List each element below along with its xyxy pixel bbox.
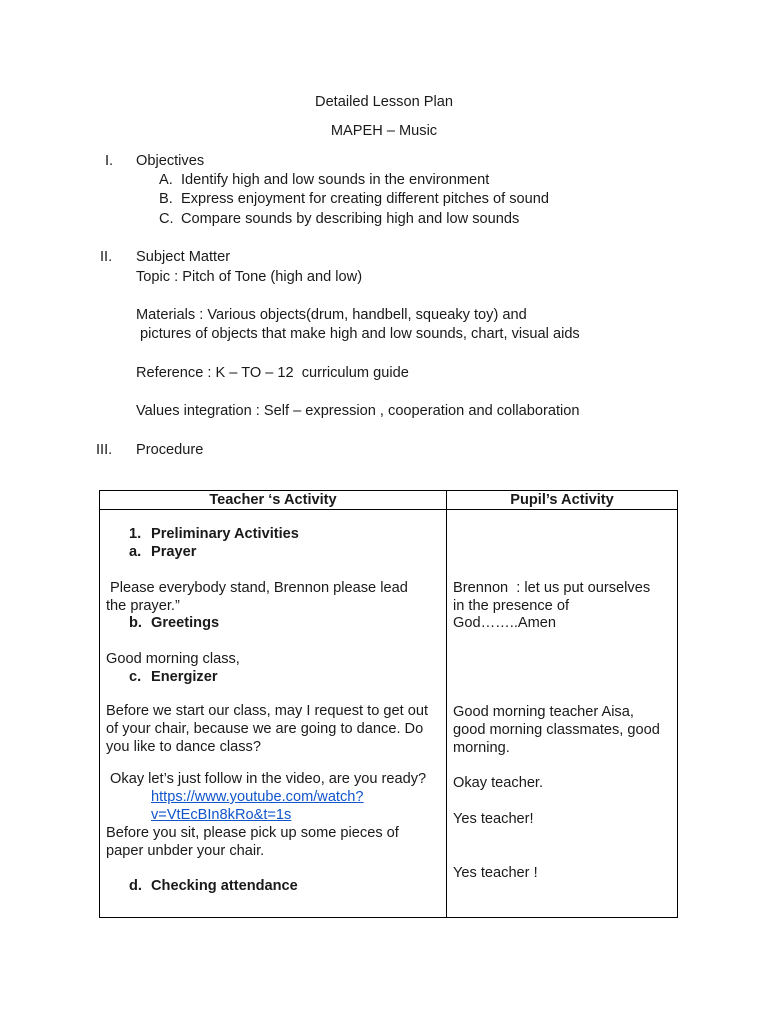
energizer-text: Before we start our class, may I request to get out	[106, 703, 429, 719]
pupil-response: good morning classmates, good	[453, 722, 660, 738]
topic-line: Topic : Pitch of Tone (high and low)	[136, 269, 363, 285]
energizer-text: you like to dance class?	[106, 739, 261, 755]
pupil-response: Okay teacher.	[453, 775, 544, 791]
objective-text: Identify high and low sounds in the environment	[181, 172, 490, 188]
youtube-link[interactable]: v=VtEcBIn8kRo&t=1s	[151, 807, 292, 823]
document-subtitle: MAPEH – Music	[330, 123, 438, 139]
list-letter: b.	[129, 615, 142, 631]
paper-instruction: paper unbder your chair.	[106, 843, 265, 859]
pupil-response: Yes teacher !	[453, 865, 538, 881]
prayer-instruction: Please everybody stand, Brennon please lead	[106, 580, 408, 596]
objective-text: Compare sounds by describing high and low sounds	[181, 211, 520, 227]
preliminary-activities-heading: Preliminary Activities	[151, 526, 299, 542]
section-numeral-objectives: I.	[105, 153, 114, 169]
values-line: Values integration : Self – expression , cooperation and collaboration	[136, 403, 580, 419]
table-header-pupil: Pupil’s Activity	[510, 492, 614, 508]
prayer-instruction: the prayer.”	[106, 598, 180, 614]
objective-letter: A.	[159, 172, 173, 188]
pupil-response: Brennon : let us put ourselves	[453, 580, 651, 596]
pupil-response: Good morning teacher Aisa,	[453, 704, 634, 720]
table-header-divider	[100, 509, 677, 510]
energizer-heading: Energizer	[151, 669, 218, 685]
section-heading-subject-matter: Subject Matter	[136, 249, 231, 265]
objective-letter: B.	[159, 191, 173, 207]
pupil-response: God……..Amen	[453, 615, 557, 631]
list-letter: a.	[129, 544, 142, 560]
materials-line: Materials : Various objects(drum, handbell, squeaky toy) and	[136, 307, 527, 323]
energizer-text: of your chair, because we are going to dance. Do	[106, 721, 424, 737]
list-number: 1.	[129, 526, 142, 542]
document-title: Detailed Lesson Plan	[315, 94, 453, 110]
video-instruction: Okay let’s just follow in the video, are you ready?	[106, 771, 427, 787]
checking-attendance-heading: Checking attendance	[151, 878, 298, 894]
pupil-response: morning.	[453, 740, 510, 756]
objective-text: Express enjoyment for creating different pitches of sound	[181, 191, 550, 207]
section-numeral-procedure: III.	[96, 442, 113, 458]
list-letter: c.	[129, 669, 142, 685]
greeting-text: Good morning class,	[106, 651, 240, 667]
greetings-heading: Greetings	[151, 615, 220, 631]
section-heading-procedure: Procedure	[136, 442, 204, 458]
youtube-link[interactable]: https://www.youtube.com/watch?	[151, 789, 364, 805]
section-numeral-subject-matter: II.	[100, 249, 113, 265]
table-column-divider	[446, 491, 447, 917]
prayer-heading: Prayer	[151, 544, 197, 560]
paper-instruction: Before you sit, please pick up some pieces of	[106, 825, 399, 841]
materials-line: pictures of objects that make high and low sounds, chart, visual aids	[136, 326, 580, 342]
table-header-teacher: Teacher ‘s Activity	[209, 492, 337, 508]
reference-line: Reference : K – TO – 12 curriculum guide	[136, 365, 409, 381]
pupil-response: Yes teacher!	[453, 811, 534, 827]
list-letter: d.	[129, 878, 142, 894]
activity-table	[99, 490, 678, 918]
section-heading-objectives: Objectives	[136, 153, 205, 169]
pupil-response: in the presence of	[453, 598, 570, 614]
objective-letter: C.	[159, 211, 174, 227]
